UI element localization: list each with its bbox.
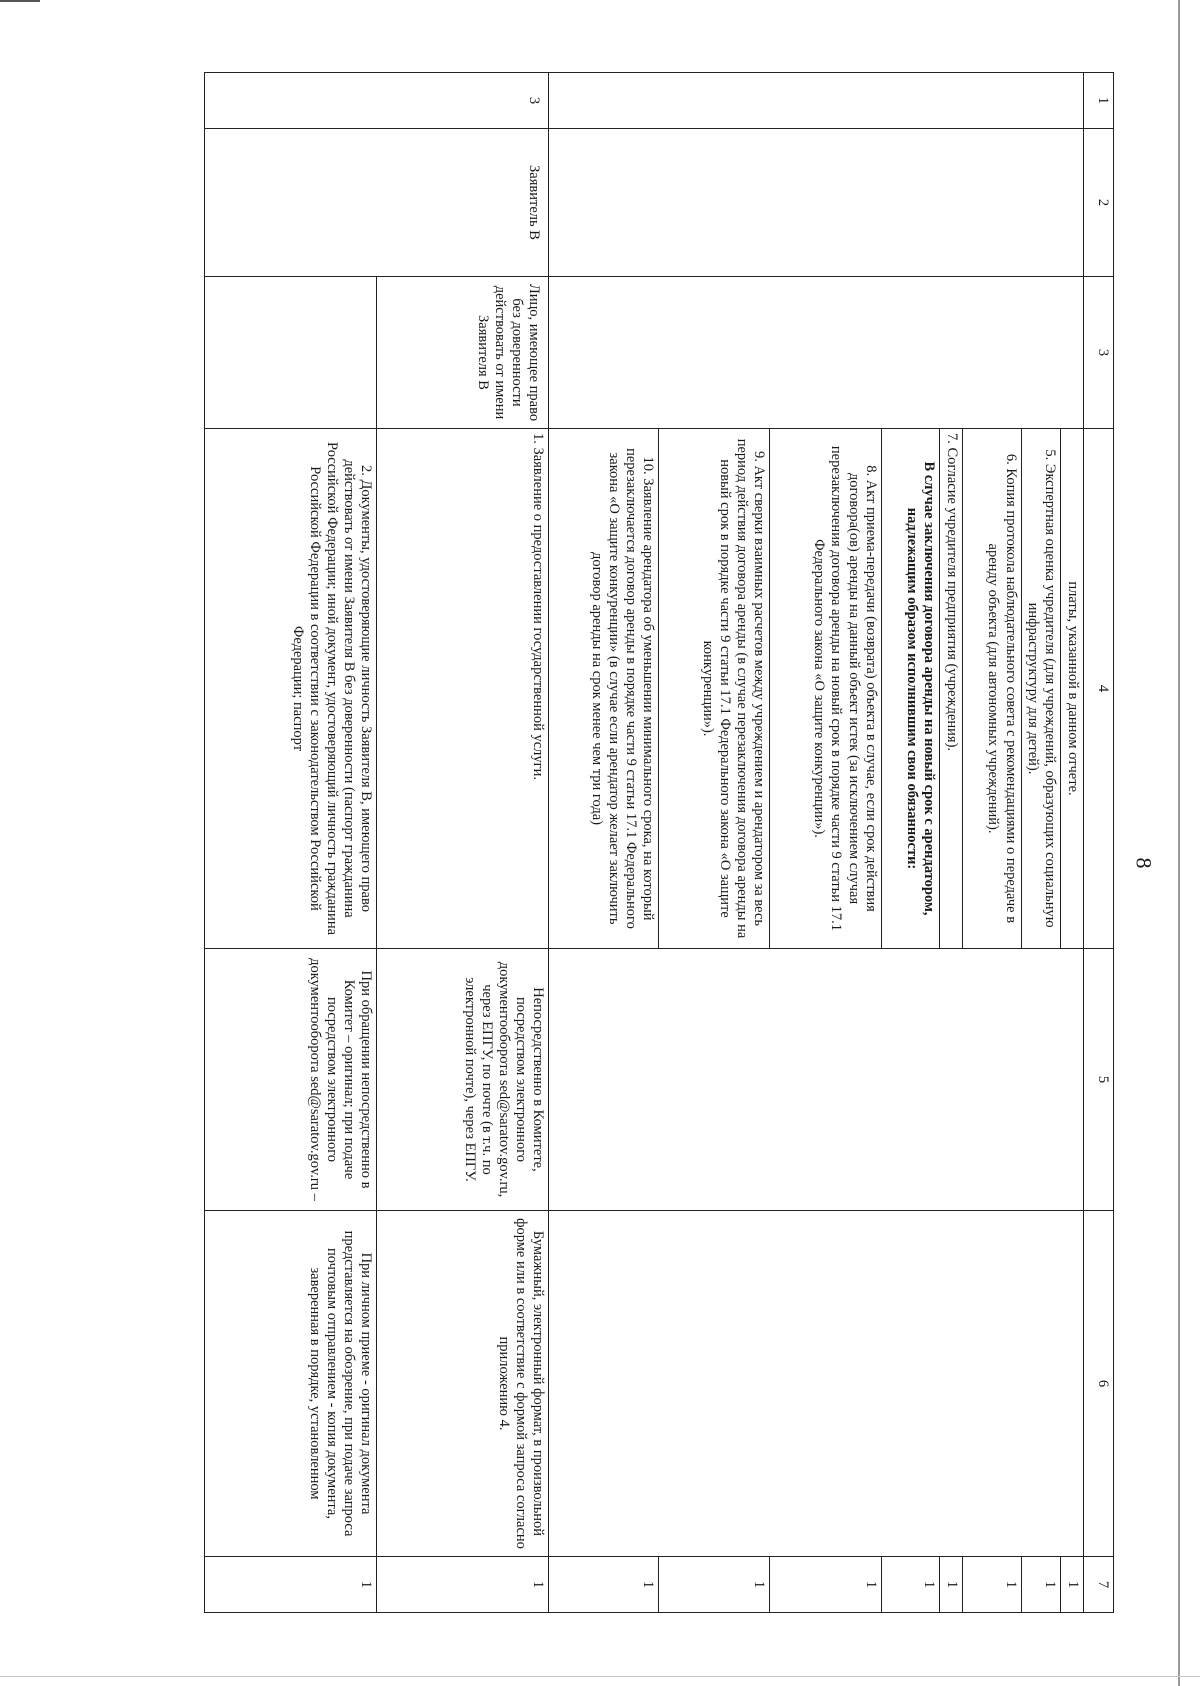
doc-item: 1. Заявление о предоставлении государственной услуги. — [377, 429, 549, 949]
representative-category: Лицо, имеющее право без доверенности действовать от имени Заявителя В — [377, 277, 549, 429]
doc-item: 2. Документы, удостоверяющие личность Заявителя В, имеющего право действовать от имени Заявителя В без доверенности (паспорт гражданина Российской Федерации; иной документ, удостоверяющий личность гражданина Российской Федерации в соответствии с законодательством Российской Федерации; паспорт — [205, 429, 377, 949]
table-row — [1061, 73, 1083, 1613]
header-col-3: 3 — [1083, 277, 1113, 429]
doc-item: 7. Согласие учредителя предприятия (учреждения). — [940, 429, 962, 949]
cont-col-2 — [549, 129, 1083, 277]
header-col-4: 4 — [1083, 429, 1113, 949]
doc-item: 6. Копия протокола наблюдательного совета с рекомендациями о передаче в аренду объекта (для автономных учреждений). — [962, 429, 1021, 949]
section-heading: В случае заключения договора аренды на новый срок с арендатором, надлежащим образом исполнившим свои обязанности: — [881, 429, 940, 949]
header-col-6: 6 — [1083, 1211, 1113, 1557]
doc-item: 5. Экспертная оценка учредителя (для учреждений, образующих социальную инфраструктуру для детей). — [1021, 429, 1061, 949]
rotated-page — [204, 72, 1114, 1612]
doc-count: 1 — [377, 1557, 549, 1613]
cont-col-3 — [549, 277, 1083, 429]
page-number: 8 — [1131, 857, 1157, 869]
doc-count: 1 — [205, 1557, 377, 1613]
document-format: Бумажный, электронный формат, в произвольной форме или в соответствие с формой запроса согласно приложению 4. — [377, 1211, 549, 1557]
scan-edge — [1178, 0, 1180, 1686]
doc-count: 1 — [658, 1557, 769, 1613]
doc-count: 1 — [549, 1557, 658, 1613]
row-number: 3 — [205, 73, 549, 129]
doc-count: 1 — [940, 1557, 962, 1613]
scan-edge-bottom — [0, 1676, 1200, 1677]
cont-col-6 — [549, 1211, 1083, 1557]
representative-empty — [205, 277, 377, 429]
doc-item: платы, указанной в данном отчете. — [1061, 429, 1083, 949]
header-row — [1083, 73, 1113, 1613]
services-table — [204, 72, 1114, 1613]
table-row — [205, 73, 377, 1613]
submission-method: Непосредственно в Комитете, посредством электронного документооборота sed@saratov.gov.ru, через ЕПГУ, по почте (в т.ч. по электронной почте), через ЕПГУ. — [377, 949, 549, 1211]
doc-item: 9. Акт сверки взаимных расчетов между учреждением и арендатором за весь период действия договора аренды (в случае перезаключения договора аренды на новый срок в порядке части 9 статьи 17.1 Федерального закона «О защите конкуренции»). — [658, 429, 769, 949]
applicant-category: Заявитель В — [205, 129, 549, 277]
doc-count: 1 — [1061, 1557, 1083, 1613]
doc-item: 8. Акт приема-передачи (возврата) объекта в случае, если срок действия договора(ов) аренды на данный объект истек (за исключением случая перезаключения договора аренды на новый срок в порядке части 9 статьи 17.1 Федерального закона «О защите конкуренции»). — [770, 429, 881, 949]
submission-method: При обращении непосредственно в Комитет – оригинал; при подаче посредством электронного документооборота sed@saratov.gov.ru – — [205, 949, 377, 1211]
header-col-7: 7 — [1083, 1557, 1113, 1613]
header-col-1: 1 — [1083, 73, 1113, 129]
doc-count: 1 — [1021, 1557, 1061, 1613]
header-col-2: 2 — [1083, 129, 1113, 277]
doc-count: 1 — [962, 1557, 1021, 1613]
doc-count: 1 — [770, 1557, 881, 1613]
cont-col-1 — [549, 73, 1083, 129]
document-format: При личном приеме - оригинал документа представляется на обозрение, при подаче запроса почтовым отправлением - копия документа, заверенная в порядке, установленном — [205, 1211, 377, 1557]
table-row — [377, 73, 549, 1613]
cont-col-5 — [549, 949, 1083, 1211]
scan-mark — [0, 0, 40, 2]
doc-item: 10. Заявление арендатора об уменьшении минимального срока, на который перезаключается договор аренды в порядке части 9 статьи 17.1 Федерального закона «О защите конкуренции» (в случае если арендатор желает заключить договор аренды на срок менее чем три года) — [549, 429, 658, 949]
doc-count: 1 — [881, 1557, 940, 1613]
header-col-5: 5 — [1083, 949, 1113, 1211]
